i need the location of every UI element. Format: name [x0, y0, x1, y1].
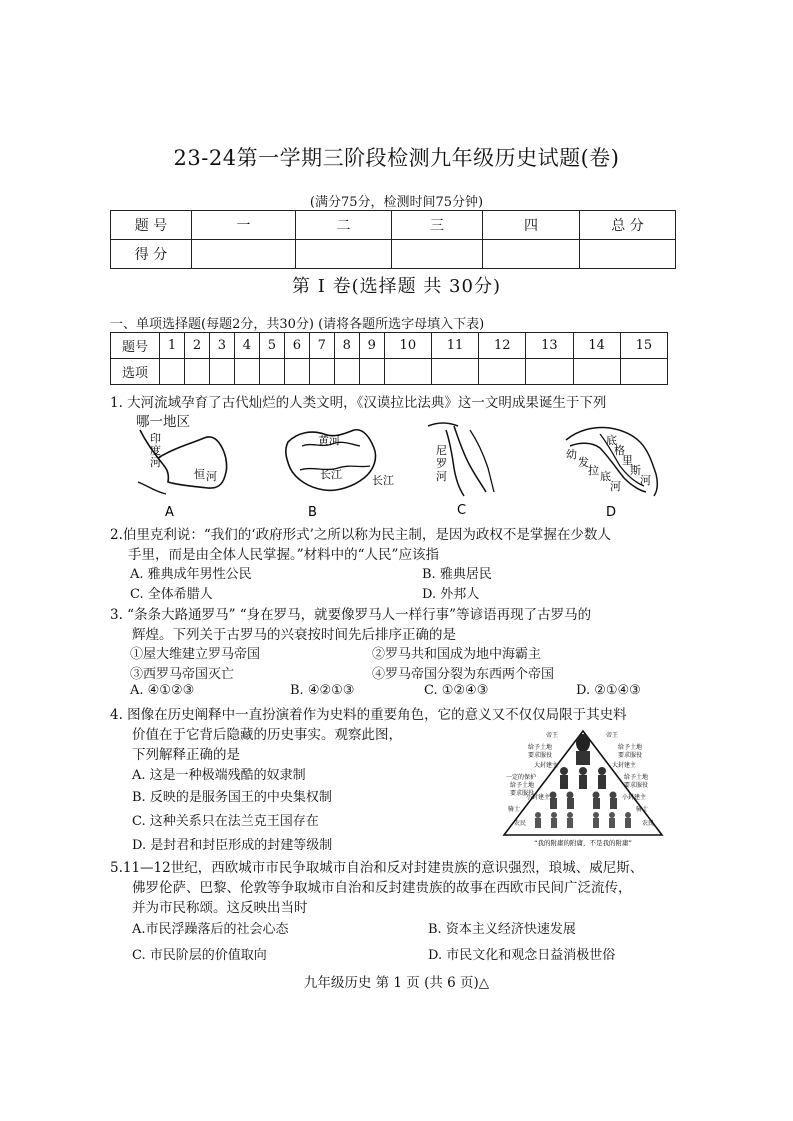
q4-option-c[interactable]: C. 这种关系只在法兰克王国存在	[132, 814, 319, 829]
map-a-letter: A	[165, 505, 174, 520]
q1-maps-figure	[128, 412, 688, 520]
fig-label-l6: 要求服役	[510, 790, 535, 797]
answer-input-2[interactable]	[184, 359, 209, 385]
exam-subtitle: (满分75分，检测时间75分钟)	[309, 195, 484, 210]
map-d[interactable]	[566, 428, 657, 521]
fig-label-top-right: 帝王	[606, 732, 619, 739]
q1-text-line1: 1. 大河流域孕育了古代灿烂的人类文明，《汉谟拉比法典》这一文明成果诞生于下列	[110, 395, 607, 411]
map-b-label-1: 黄河	[318, 434, 340, 447]
score-input-2[interactable]	[296, 240, 392, 269]
fig-label-r2: 要求服役	[618, 752, 643, 759]
answer-number-4: 4	[234, 333, 259, 359]
fig-label-r6: 小封建主	[622, 794, 647, 801]
score-input-total[interactable]	[580, 240, 676, 269]
answer-number-9: 9	[359, 333, 384, 359]
q2-option-c[interactable]: C. 全体希腊人	[130, 587, 213, 602]
q4-text-line2: 价值在于它背后隐藏的历史事实。观察此图，	[132, 727, 402, 743]
exam-title: 23-24第一学期三阶段检测九年级历史试题(卷)	[173, 146, 620, 170]
score-cell-total: 总 分	[580, 211, 676, 240]
q3-item-1: ①屋大维建立罗马帝国	[130, 647, 261, 662]
feudal-hierarchy-figure	[498, 727, 668, 849]
q5-option-c[interactable]: C. 市民阶层的价值取向	[132, 948, 267, 963]
answer-table	[110, 332, 668, 385]
score-input-3[interactable]	[392, 240, 483, 269]
q2-text-line2: 手里，而是由全体人民掌握。”材料中的“人民”应该指	[128, 547, 439, 563]
q3-option-b[interactable]: B. ④②①③	[290, 683, 355, 698]
answer-number-7: 7	[309, 333, 334, 359]
score-input-4[interactable]	[483, 240, 580, 269]
answer-number-14: 14	[573, 333, 620, 359]
map-c-label-1: 尼	[436, 444, 447, 457]
q3-option-a[interactable]: A. ④①②③	[130, 683, 195, 698]
map-b-letter: B	[308, 505, 317, 520]
map-a-label-1: 印	[150, 432, 161, 445]
page-footer: 九年级历史 第 1 页 (共 6 页)△	[303, 975, 490, 991]
map-a-label-5: 河	[206, 470, 217, 483]
score-cell-1: 一	[192, 211, 296, 240]
map-d-letter: D	[606, 505, 617, 520]
q3-item-2: ②罗马共和国成为地中海霸主	[372, 647, 542, 662]
answer-input-9[interactable]	[359, 359, 384, 385]
answer-number-10: 10	[384, 333, 431, 359]
answer-number-5: 5	[259, 333, 284, 359]
q2-option-b[interactable]: B. 雅典居民	[422, 567, 492, 582]
fig-label-top-left: 帝王	[546, 732, 559, 739]
answer-input-14[interactable]	[573, 359, 620, 385]
answer-number-3: 3	[209, 333, 234, 359]
answer-input-4[interactable]	[234, 359, 259, 385]
q5-option-b[interactable]: B. 资本主义经济快速发展	[428, 922, 576, 937]
fig-label-r8: 农民	[642, 820, 655, 827]
fig-label-l2: 要求服役	[528, 752, 553, 759]
map-d-label-3: 拉	[588, 464, 599, 477]
answer-option-label: 选项	[111, 359, 160, 385]
q4-option-d[interactable]: D. 是封君和封臣形成的封建等级制	[132, 838, 333, 853]
score-cell-2: 二	[296, 211, 392, 240]
answer-number-2: 2	[184, 333, 209, 359]
answer-number-12: 12	[479, 333, 526, 359]
map-d-label-8: 里	[622, 454, 633, 467]
score-row-label: 得 分	[111, 240, 192, 269]
answer-number-6: 6	[284, 333, 309, 359]
q4-text-line3: 下列解释正确的是	[132, 747, 240, 763]
q3-option-d[interactable]: D. ②①④③	[576, 683, 641, 698]
score-input-1[interactable]	[192, 240, 296, 269]
q4-option-a[interactable]: A. 这是一种极端残酷的奴隶制	[132, 768, 306, 783]
answer-number-8: 8	[334, 333, 359, 359]
q3-item-4: ④罗马帝国分裂为东西两个帝国	[372, 667, 555, 682]
map-c-label-2: 罗	[436, 457, 447, 470]
answer-input-10[interactable]	[384, 359, 431, 385]
q3-item-3: ③西罗马帝国灭亡	[130, 667, 235, 682]
map-c-letter: C	[457, 503, 467, 518]
score-cell-3: 三	[392, 211, 483, 240]
q3-text-line2: 辉煌。下列关于古罗马的兴衰按时间先后排序正确的是	[132, 627, 456, 643]
q1-text-line2: 哪一地区	[136, 414, 190, 430]
answer-input-7[interactable]	[309, 359, 334, 385]
map-d-label-9: 斯	[630, 464, 641, 477]
map-b-label-3: 长江	[372, 474, 394, 487]
answer-number-11: 11	[431, 333, 478, 359]
fig-label-l1: 给予土地	[528, 744, 553, 751]
fig-label-r1: 给予土地	[618, 744, 643, 751]
fig-label-l7: 小封建主	[526, 794, 551, 801]
fig-label-r7: 骑士	[636, 806, 649, 813]
map-a-label-3: 河	[150, 456, 161, 469]
q2-option-d[interactable]: D. 外邦人	[422, 587, 480, 602]
fig-label-r3: 大封建主	[612, 762, 637, 769]
map-d-label-7: 格	[614, 444, 625, 457]
q3-option-c[interactable]: C. ①②④③	[424, 683, 489, 698]
answer-input-6[interactable]	[284, 359, 309, 385]
fig-label-l4: 一定的保护	[506, 774, 537, 781]
fig-caption: “我的附庸的附庸，不是我的附庸”	[534, 839, 632, 847]
map-d-label-4: 底	[600, 470, 611, 483]
map-a[interactable]	[138, 430, 227, 520]
map-d-label-6: 底	[606, 434, 617, 447]
q4-text-line1: 4. 图像在历史阐释中一直扮演着作为史料的重要角色，它的意义又不仅仅局限于其史料	[110, 707, 627, 723]
map-c-label-3: 河	[436, 470, 447, 483]
score-table-header-row	[111, 211, 676, 240]
answer-input-8[interactable]	[334, 359, 359, 385]
map-b[interactable]	[286, 430, 394, 520]
map-d-label-1: 幼	[566, 448, 577, 461]
score-cell-label: 题 号	[111, 211, 192, 240]
map-d-label-10: 河	[640, 474, 651, 487]
score-cell-4: 四	[483, 211, 580, 240]
answer-input-12[interactable]	[479, 359, 526, 385]
fig-label-l5: 给予土地	[510, 782, 535, 789]
q3-text-line1: 3. “条条大路通罗马” “身在罗马，就要像罗马人一样行事”等谚语再现了古罗马的	[110, 607, 592, 623]
fig-label-r4: 给予土地	[624, 774, 649, 781]
answer-row-label: 题号	[111, 333, 160, 359]
answer-input-13[interactable]	[526, 359, 573, 385]
fig-label-l3: 大封建主	[534, 762, 559, 769]
fig-label-l8: 骑士	[508, 806, 521, 813]
q5-option-d[interactable]: D. 市民文化和观念日益消极世俗	[428, 948, 616, 963]
section-instruction: 一、单项选择题(每题2分，共30分) (请将各题所选字母填入下表)	[110, 317, 485, 332]
q5-text-line2: 佛罗伦萨、巴黎、伦敦等争取城市自治和反封建贵族的故事在西欧市民间广泛流传，	[132, 880, 632, 896]
q5-text-line1: 5.11—12世纪，西欧城市市民争取城市自治和反对封建贵族的意识强烈，琅城、威尼斯、	[110, 860, 644, 876]
answer-number-1: 1	[160, 333, 185, 359]
map-d-label-5: 河	[610, 480, 621, 493]
map-d-label-2: 发	[578, 456, 589, 469]
answer-number-15: 15	[620, 333, 667, 359]
score-table-score-row	[111, 240, 676, 269]
q5-option-a[interactable]: A.市民浮躁落后的社会心态	[132, 922, 289, 937]
answer-number-13: 13	[526, 333, 573, 359]
answer-input-1[interactable]	[160, 359, 185, 385]
section-title: 第 Ⅰ 卷(选择题 共 30分)	[292, 276, 501, 297]
q2-text-line1: 2.伯里克利说：“我们的‘政府形式’之所以称为民主制，是因为政权不是掌握在少数人	[110, 527, 611, 543]
answer-table-option-row	[111, 359, 668, 385]
score-table	[110, 210, 676, 269]
map-c[interactable]	[428, 423, 494, 518]
fig-label-l9: 农民	[514, 820, 527, 827]
map-b-label-2: 长江	[320, 468, 342, 481]
answer-table-number-row	[111, 333, 668, 359]
answer-input-15[interactable]	[620, 359, 667, 385]
answer-input-5[interactable]	[259, 359, 284, 385]
q5-text-line3: 并为市民称颂。这反映出当时	[132, 900, 308, 916]
q4-option-b[interactable]: B. 反映的是服务国王的中央集权制	[132, 790, 332, 805]
map-a-label-4: 恒	[194, 468, 205, 481]
map-a-label-2: 度	[150, 444, 161, 457]
q2-option-a[interactable]: A. 雅典成年男性公民	[130, 567, 252, 582]
fig-label-r5: 要求服役	[624, 782, 649, 789]
answer-input-3[interactable]	[209, 359, 234, 385]
answer-input-11[interactable]	[431, 359, 478, 385]
